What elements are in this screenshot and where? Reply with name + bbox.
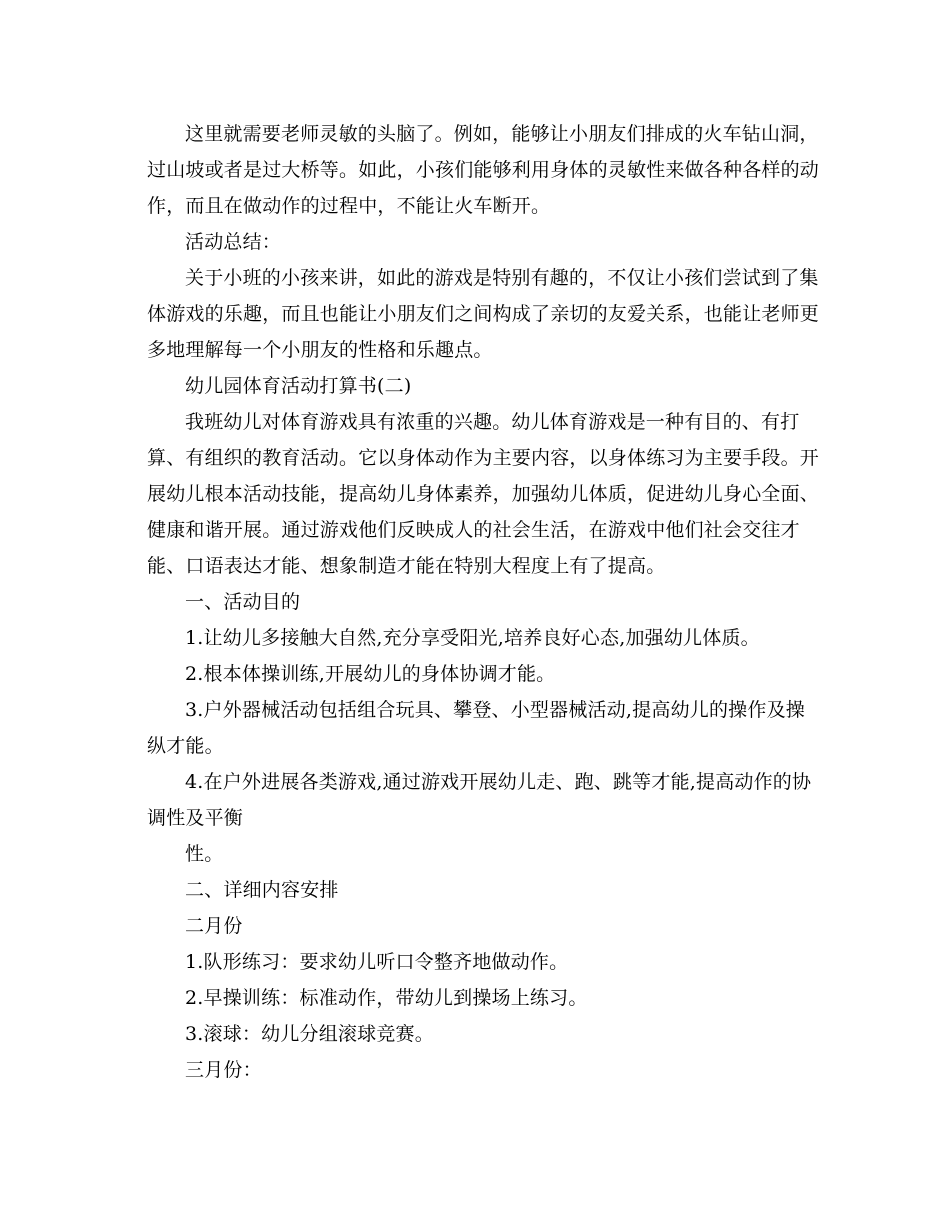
text-line: 关于小班的小孩来讲，如此的游戏是特别有趣的，不仅让小孩们尝试到了集 <box>185 267 819 289</box>
list-item: 3.滚球：幼儿分组滚球竞赛。 <box>185 1023 434 1045</box>
text-line: 展幼儿根本活动技能，提高幼儿身体素养，加强幼儿体质，促进幼儿身心全面、 <box>147 483 820 505</box>
text-line: 能、口语表达才能、想象制造才能在特别大程度上有了提高。 <box>147 555 666 577</box>
text-line: 这里就需要老师灵敏的头脑了。例如，能够让小朋友们排成的火车钻山洞， <box>185 123 819 145</box>
text-line: 作，而且在做动作的过程中，不能让火车断开。 <box>147 195 551 217</box>
text-line: 多地理解每一个小朋友的性格和乐趣点。 <box>147 339 493 361</box>
month-heading: 二月份 <box>185 915 243 937</box>
list-item-continuation: 纵才能。 <box>147 735 224 757</box>
list-item: 1.队形练习：要求幼儿听口令整齐地做动作。 <box>185 951 569 973</box>
list-item-continuation: 性。 <box>185 843 224 865</box>
list-item: 3.户外器械活动包括组合玩具、攀登、小型器械活动,提高幼儿的操作及操 <box>185 699 805 721</box>
list-item: 4.在户外进展各类游戏,通过游戏开展幼儿走、跑、跳等才能,提高动作的协 <box>185 771 812 793</box>
section-heading: 二、详细内容安排 <box>185 879 339 901</box>
document-subtitle: 幼儿园体育活动打算书(二) <box>185 375 412 397</box>
document-body <box>147 116 820 1088</box>
list-item: 2.早操训练：标准动作，带幼儿到操场上练习。 <box>185 987 588 1009</box>
text-line: 过山坡或者是过大桥等。如此，小孩们能够利用身体的灵敏性来做各种各样的动 <box>147 159 820 181</box>
list-item: 2.根本体操训练,开展幼儿的身体协调才能。 <box>185 663 556 685</box>
text-line: 算、有组织的教育活动。它以身体动作为主要内容，以身体练习为主要手段。开 <box>147 447 820 469</box>
section-label: 活动总结： <box>185 231 282 253</box>
month-heading: 三月份： <box>185 1059 262 1081</box>
text-line: 体游戏的乐趣，而且也能让小朋友们之间构成了亲切的友爱关系，也能让老师更 <box>147 303 820 325</box>
section-heading: 一、活动目的 <box>185 591 301 613</box>
text-line: 我班幼儿对体育游戏具有浓重的兴趣。幼儿体育游戏是一种有目的、有打 <box>185 411 800 433</box>
list-item-continuation: 调性及平衡 <box>147 807 244 829</box>
list-item: 1.让幼儿多接触大自然,充分享受阳光,培养良好心态,加强幼儿体质。 <box>185 627 760 649</box>
text-line: 健康和谐开展。通过游戏他们反映成人的社会生活，在游戏中他们社会交往才 <box>147 519 800 541</box>
